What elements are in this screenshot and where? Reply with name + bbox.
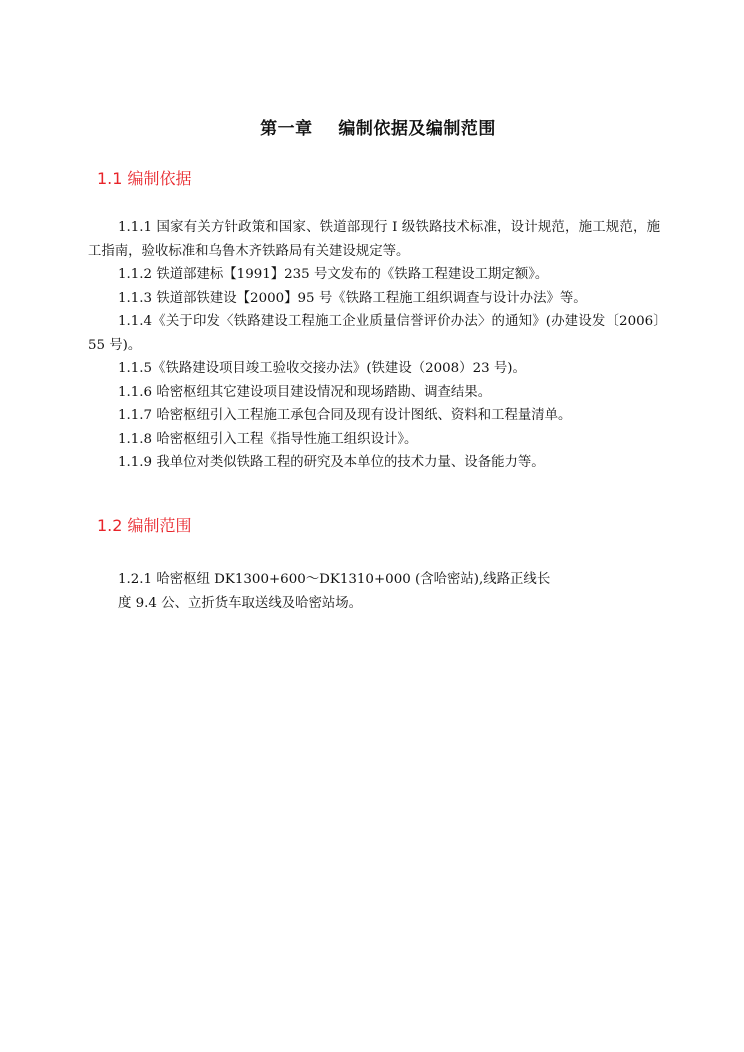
scope-line-2: 度 9.4 公、立折货车取送线及哈密站场。 xyxy=(118,595,363,611)
basis-item-1-1-6: 1.1.6 哈密枢纽其它建设项目建设情况和现场踏勘、调查结果。 xyxy=(118,384,492,400)
basis-item-1-1-1: 1.1.1 国家有关方针政策和国家、铁道部现行 I 级铁路技术标准，设计规范，施工规范，施工指南，验收标准和乌鲁木齐铁路局有关建设规定等。 xyxy=(88,220,660,259)
basis-item-1-1-2: 1.1.2 铁道部建标【1991】235 号文发布的《铁路工程建设工期定额》。 xyxy=(118,267,549,282)
basis-item-1-1-8: 1.1.8 哈密枢纽引入工程《指导性施工组织设计》。 xyxy=(118,431,418,447)
section-heading-1-1: 1.1 编制依据 xyxy=(97,169,192,188)
basis-item-1-1-7: 1.1.7 哈密枢纽引入工程施工承包合同及现有设计图纸、资料和工程量清单。 xyxy=(118,408,572,423)
basis-item-1-1-3: 1.1.3 铁道部铁建设【2000】95 号《铁路工程施工组织调查与设计办法》等。 xyxy=(118,290,587,306)
scope-block xyxy=(88,568,660,615)
section-heading-1-2: 1.2 编制范围 xyxy=(97,516,192,535)
basis-item-1-1-5: 1.1.5《铁路建设项目竣工验收交接办法》(铁建设（2008）23 号)。 xyxy=(118,361,526,376)
basis-item-1-1-4: 1.1.4《关于印发〈铁路建设工程施工企业质量信誉评价办法〉的通知》(办建设发〔2006〕55 号)。 xyxy=(88,314,660,353)
basis-list xyxy=(88,216,660,475)
basis-item-1-1-9: 1.1.9 我单位对类似铁路工程的研究及本单位的技术力量、设备能力等。 xyxy=(118,455,545,470)
scope-line-1: 1.2.1 哈密枢纽 DK1300+600～DK1310+000 (含哈密站),线路正线长 xyxy=(118,572,551,587)
chapter-title: 第一章 编制依据及编制范围 xyxy=(260,119,496,139)
